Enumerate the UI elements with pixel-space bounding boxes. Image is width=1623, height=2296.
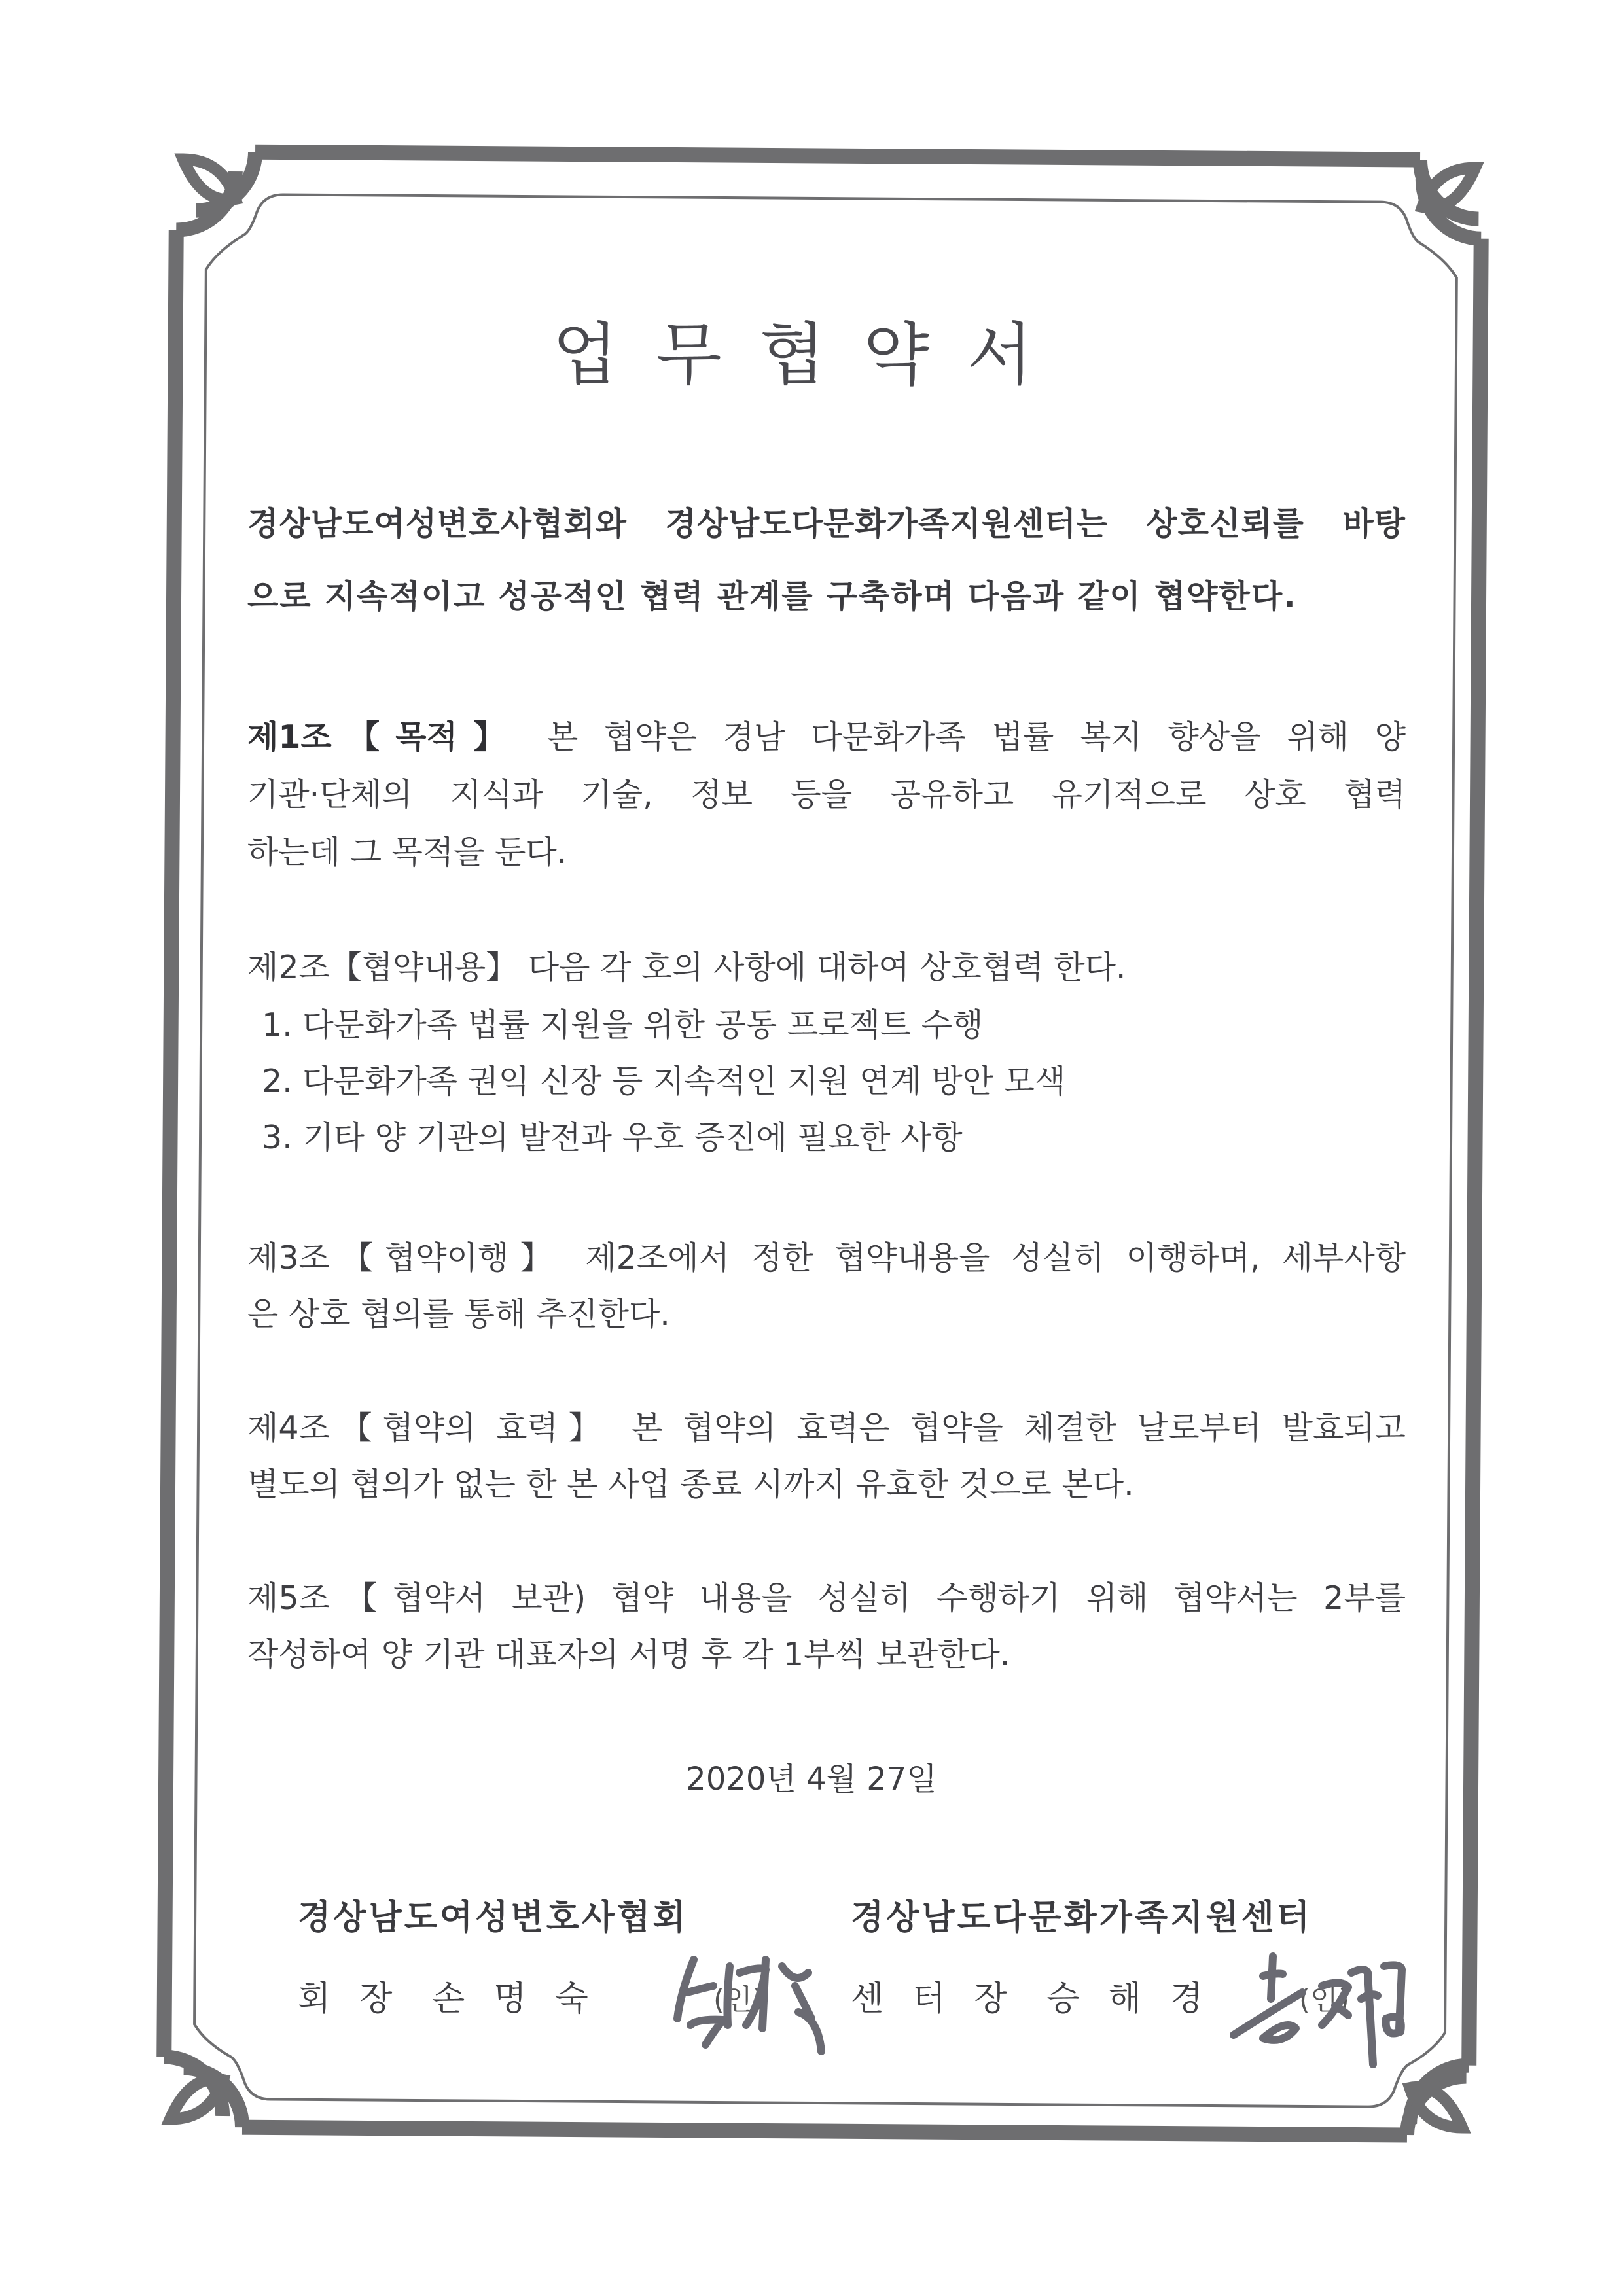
party-2-organization: 경상남도다문화가족지원센터 [851,1898,1313,1937]
article-1-line-2: 기관·단체의 지식과 기술, 정보 등을 공유하고 유기적으로 상호 협력 [247,776,1406,813]
corner-ornament-bottom-right [1407,2065,1469,2136]
party-1-seal-mark: (인) [713,1983,764,2017]
party-1-signatory [298,1971,617,2020]
article-5-line-2: 작성하여 양 기관 대표자의 서명 후 각 1부씩 보관한다. [247,1636,1010,1673]
document-title: 업무협약서 [552,315,1071,395]
party-2-role: 센터장 [851,1979,1036,2019]
party-2-signatory [851,1971,1232,2020]
article-4-line-1 [247,1403,1406,1449]
party-1-role: 회장 [298,1979,421,2019]
article-1-heading: 제1조【목적】 [247,718,522,756]
article-2-item-1: 1. 다문화가족 법률 지원을 위한 공동 프로젝트 수행 [262,1006,984,1044]
article-3-text-1: 제2조에서 정한 협약내용을 성실히 이행하며, 세부사항 [585,1239,1406,1277]
article-1-line-1 [247,712,1406,758]
party-2-name: 승해경 [1046,1979,1232,2019]
article-2-text-1: 다음 각 호의 사항에 대하여 상호협력 한다. [527,949,1126,986]
article-5-heading: 제5조【협약서 보관) [247,1580,586,1617]
corner-ornament-bottom-left [164,2057,243,2127]
article-4-text-1: 본 협약의 효력은 협약을 체결한 날로부터 발효되고 [632,1409,1406,1447]
corner-ornament-top-right [1419,160,1482,239]
article-1-text-1: 본 협약은 경남 다문화가족 법률 복지 향상을 위해 양 [546,718,1406,756]
article-3-line-1 [247,1233,1406,1279]
article-1-line-3: 하는데 그 목적을 둔다. [247,834,567,871]
article-2-heading: 제2조【협약내용】 [247,949,518,986]
article-2-item-2: 2. 다문화가족 권익 신장 등 지속적인 지원 연계 방안 모색 [262,1063,1066,1100]
intro-line-1: 경상남도여성변호사협회와 경상남도다문화가족지원센터는 상호신뢰를 바탕 [247,505,1406,542]
article-5-text-1: 협약 내용을 성실히 수행하기 위해 협약서는 2부를 [611,1580,1406,1617]
corner-ornament-top-left [176,151,255,230]
party-2-seal-mark: (인) [1299,1983,1349,2017]
article-3-heading: 제3조【협약이행】 [247,1239,564,1277]
party-1-organization: 경상남도여성변호사협회 [298,1898,688,1937]
agreement-date: 2020년 4월 27일 [686,1761,937,1797]
article-5-line-1 [247,1573,1406,1619]
article-2-item-3: 3. 기타 양 기관의 발전과 우호 증진에 필요한 사항 [262,1119,963,1156]
article-4-line-2: 별도의 협의가 없는 한 본 사업 종료 시까지 유효한 것으로 본다. [247,1466,1134,1503]
article-3-line-2: 은 상호 협의를 통해 추진한다. [247,1296,670,1333]
article-4-heading: 제4조【협약의 효력】 [247,1409,611,1447]
article-2-line-1 [247,942,1126,988]
party-2-signature [1224,1947,1407,2077]
party-1-name: 손명숙 [432,1979,617,2019]
intro-line-2: 으로 지속적이고 성공적인 협력 관계를 구축하며 다음과 같이 협약한다. [247,578,1297,615]
party-1-signature [668,1947,825,2058]
